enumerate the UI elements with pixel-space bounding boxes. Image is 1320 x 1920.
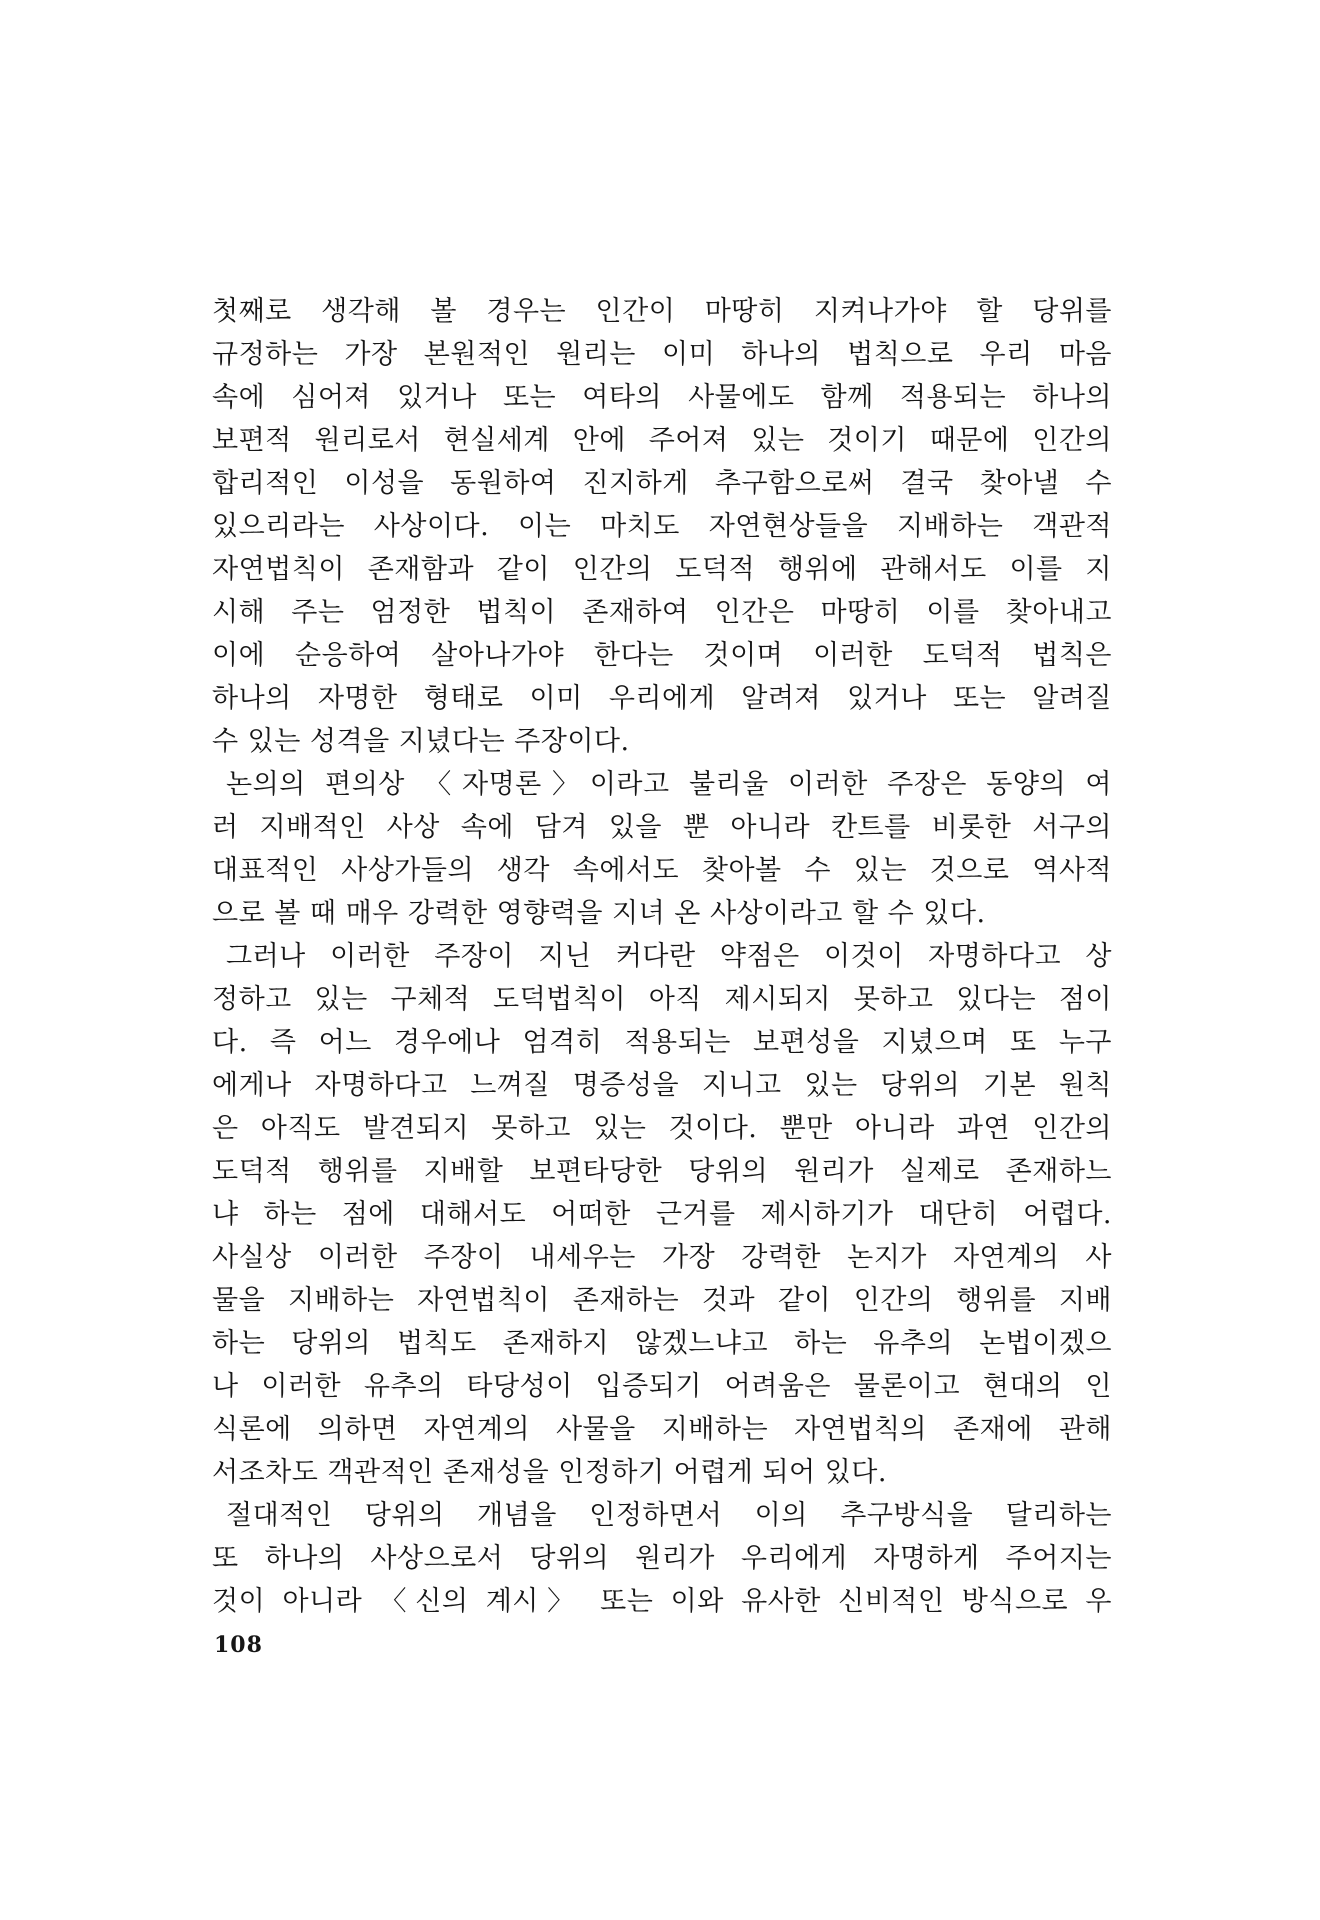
text-line: 절대적인 당위의 개념을 인정하면서 이의 추구방식을 달리하는 [226, 1500, 1112, 1531]
text-line: 자연법칙이 존재함과 같이 인간의 도덕적 행위에 관해서도 이를 지 [212, 554, 1112, 585]
page-number: 108 [214, 1632, 263, 1658]
text-line: 하나의 자명한 형태로 이미 우리에게 알려져 있거나 또는 알려질 [212, 683, 1112, 714]
text-line: 사실상 이러한 주장이 내세우는 가장 강력한 논지가 자연계의 사 [212, 1242, 1112, 1273]
text-line: 러 지배적인 사상 속에 담겨 있을 뿐 아니라 칸트를 비롯한 서구의 [212, 812, 1112, 843]
text-line: 논의의 편의상 〈자명론〉이라고 불리울 이러한 주장은 동양의 여 [226, 769, 1112, 800]
text-line: 다. 즉 어느 경우에나 엄격히 적용되는 보편성을 지녔으며 또 누구 [212, 1027, 1112, 1058]
text-line: 속에 심어져 있거나 또는 여타의 사물에도 함께 적용되는 하나의 [212, 382, 1112, 413]
text-line: 도덕적 행위를 지배할 보편타당한 당위의 원리가 실제로 존재하느 [212, 1156, 1112, 1187]
text-line: 수 있는 성격을 지녔다는 주장이다. [212, 726, 630, 757]
text-line: 하는 당위의 법칙도 존재하지 않겠느냐고 하는 유추의 논법이겠으 [212, 1328, 1112, 1359]
text-line: 물을 지배하는 자연법칙이 존재하는 것과 같이 인간의 행위를 지배 [212, 1285, 1112, 1316]
body-text [212, 290, 1112, 1623]
text-line: 서조차도 객관적인 존재성을 인정하기 어렵게 되어 있다. [212, 1457, 887, 1488]
text-line: 으로 볼 때 매우 강력한 영향력을 지녀 온 사상이라고 할 수 있다. [212, 898, 986, 929]
text-line: 나 이러한 유추의 타당성이 입증되기 어려움은 물론이고 현대의 인 [212, 1371, 1112, 1402]
text-line: 있으리라는 사상이다. 이는 마치도 자연현상들을 지배하는 객관적 [212, 511, 1112, 542]
text-line: 첫째로 생각해 볼 경우는 인간이 마땅히 지켜나가야 할 당위를 [212, 296, 1112, 327]
text-line: 또 하나의 사상으로서 당위의 원리가 우리에게 자명하게 주어지는 [212, 1543, 1112, 1574]
text-line: 규정하는 가장 본원적인 원리는 이미 하나의 법칙으로 우리 마음 [212, 339, 1112, 370]
text-line: 냐 하는 점에 대해서도 어떠한 근거를 제시하기가 대단히 어렵다. [212, 1199, 1112, 1230]
text-line: 보편적 원리로서 현실세계 안에 주어져 있는 것이기 때문에 인간의 [212, 425, 1112, 456]
text-line: 식론에 의하면 자연계의 사물을 지배하는 자연법칙의 존재에 관해 [212, 1414, 1112, 1445]
text-line: 합리적인 이성을 동원하여 진지하게 추구함으로써 결국 찾아낼 수 [212, 468, 1112, 499]
text-line: 은 아직도 발견되지 못하고 있는 것이다. 뿐만 아니라 과연 인간의 [212, 1113, 1112, 1144]
text-line: 정하고 있는 구체적 도덕법칙이 아직 제시되지 못하고 있다는 점이 [212, 984, 1112, 1015]
text-line: 에게나 자명하다고 느껴질 명증성을 지니고 있는 당위의 기본 원칙 [212, 1070, 1112, 1101]
text-line: 시해 주는 엄정한 법칙이 존재하여 인간은 마땅히 이를 찾아내고 [212, 597, 1112, 628]
text-line: 대표적인 사상가들의 생각 속에서도 찾아볼 수 있는 것으로 역사적 [212, 855, 1112, 886]
text-line: 이에 순응하여 살아나가야 한다는 것이며 이러한 도덕적 법칙은 [212, 640, 1112, 671]
text-line: 그러나 이러한 주장이 지닌 커다란 약점은 이것이 자명하다고 상 [226, 941, 1112, 972]
text-line: 것이 아니라 〈신의 계시〉 또는 이와 유사한 신비적인 방식으로 우 [212, 1586, 1112, 1617]
